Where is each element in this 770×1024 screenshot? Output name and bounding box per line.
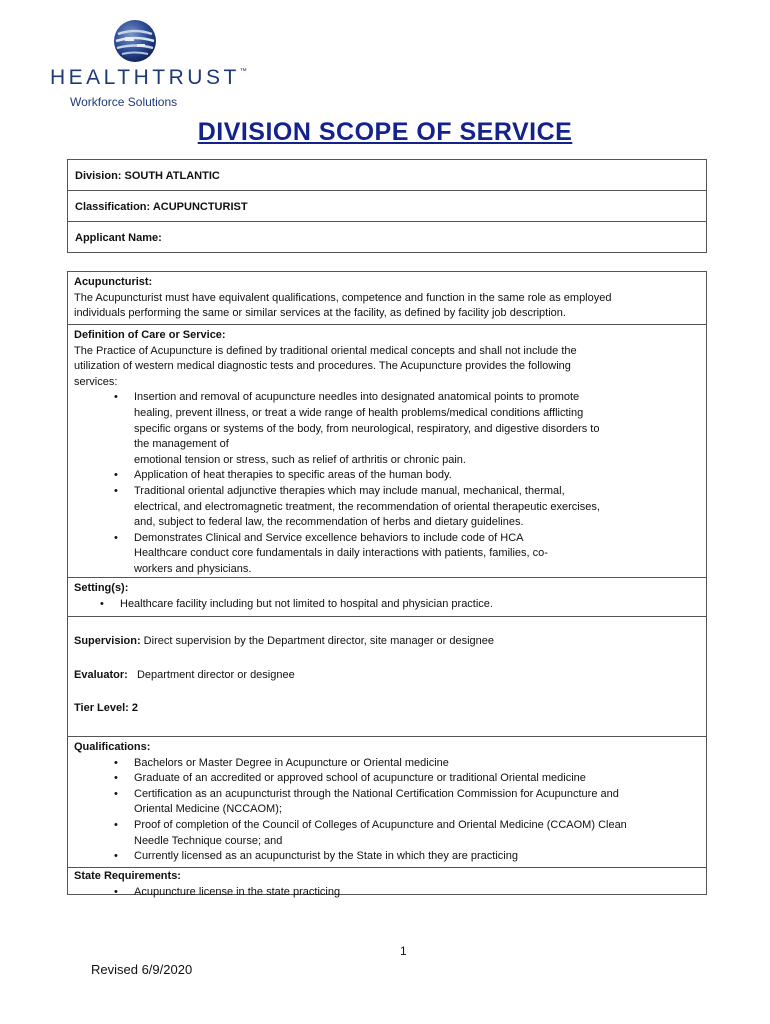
bullet-line: Application of heat therapies to specific areas of the human body. bbox=[134, 469, 452, 482]
bullet-icon: • bbox=[114, 469, 118, 482]
qualification-bullet bbox=[74, 849, 700, 865]
qualifications-heading: Qualifications: bbox=[74, 741, 151, 753]
qualification-bullet bbox=[74, 756, 700, 772]
settings-bullet bbox=[74, 597, 700, 613]
supervision-line bbox=[74, 634, 700, 650]
definition-bullet bbox=[74, 484, 700, 531]
acupuncturist-section bbox=[68, 272, 706, 325]
company-logo bbox=[48, 16, 248, 111]
bullet-line: Bachelors or Master Degree in Acupuncture or Oriental medicine bbox=[134, 756, 449, 769]
page-number: 1 bbox=[400, 944, 407, 958]
bullet-icon: • bbox=[114, 885, 118, 898]
bullet-icon: • bbox=[114, 818, 118, 831]
definition-bullet bbox=[74, 468, 700, 484]
bullet-icon: • bbox=[114, 850, 118, 863]
evaluator-label: Evaluator: bbox=[74, 668, 128, 681]
qualification-bullet bbox=[74, 771, 700, 787]
evaluator-line bbox=[74, 668, 700, 684]
scope-table bbox=[67, 271, 707, 898]
bullet-icon: • bbox=[114, 787, 118, 800]
qualification-bullet bbox=[74, 818, 700, 849]
header-table bbox=[67, 159, 707, 253]
bullet-line: specific organs or systems of the body, from neurological, respiratory, and digestive disorders to bbox=[134, 422, 600, 435]
bullet-line: healing, prevent illness, or treat a wide range of health problems/medical conditions afflicting bbox=[134, 406, 584, 419]
document-title: DIVISION SCOPE OF SERVICE bbox=[197, 118, 573, 146]
bullet-line: workers and physicians. bbox=[134, 562, 252, 575]
supervision-value: Direct supervision by the Department director, site manager or designee bbox=[140, 635, 495, 647]
state-bullet bbox=[74, 885, 700, 901]
classification-row: Classification: ACUPUNCTURIST bbox=[68, 191, 706, 222]
definition-intro-line: utilization of western medical diagnostic tests and procedures. The Acupuncture provides the following bbox=[74, 360, 571, 373]
bullet-line: Currently licensed as an acupuncturist by the State in which they are practicing bbox=[134, 850, 518, 863]
bullet-icon: • bbox=[100, 597, 104, 610]
bullet-line: electrical, and electromagnetic treatment, the recommendation of oriental therapeutic exercises, bbox=[134, 500, 600, 513]
bullet-line: Graduate of an accredited or approved school of acupuncture or traditional Oriental medicine bbox=[134, 772, 586, 785]
brand-subtitle: Workforce Solutions bbox=[70, 95, 178, 109]
tier-level: Tier Level: 2 bbox=[74, 702, 138, 715]
bullet-line: and, subject to federal law, the recommendation of herbs and dietary guidelines. bbox=[134, 516, 524, 529]
qualifications-section bbox=[68, 737, 706, 868]
brand-name: HEALTHTRUST bbox=[50, 66, 240, 89]
evaluator-value: Department director or designee bbox=[127, 668, 295, 681]
trademark-mark: ™ bbox=[239, 68, 247, 75]
bullet-icon: • bbox=[114, 531, 118, 544]
bullet-line: Oriental Medicine (NCCAOM); bbox=[134, 803, 282, 816]
bullet-line: Insertion and removal of acupuncture needles into designated anatomical points to promote bbox=[134, 391, 580, 404]
bullet-line: Proof of completion of the Council of Colleges of Acupuncture and Oriental Medicine (CCAOM) Clean bbox=[134, 818, 627, 831]
bullet-line: the management of bbox=[134, 438, 229, 451]
bullet-icon: • bbox=[114, 391, 118, 404]
definition-intro-line: services: bbox=[74, 375, 118, 388]
bullet-icon: • bbox=[114, 756, 118, 769]
settings-heading: Setting(s): bbox=[74, 582, 129, 594]
bullet-line: Healthcare facility including but not limited to hospital and physician practice. bbox=[120, 597, 493, 610]
bullet-icon: • bbox=[114, 484, 118, 497]
supervision-section bbox=[68, 617, 706, 737]
settings-section bbox=[68, 578, 706, 617]
bullet-line: Traditional oriental adjunctive therapies which may include manual, mechanical, thermal, bbox=[134, 484, 565, 497]
definition-bullet bbox=[74, 531, 700, 578]
bullet-line: Demonstrates Clinical and Service excellence behaviors to include code of HCA bbox=[134, 531, 524, 544]
bullet-line: Certification as an acupuncturist through the National Certification Commission for Acupuncture and bbox=[134, 787, 619, 800]
definition-section bbox=[68, 325, 706, 578]
division-row: Division: SOUTH ATLANTIC bbox=[68, 160, 706, 191]
bullet-line: Needle Technique course; and bbox=[134, 834, 283, 847]
bullet-line: Acupuncture license in the state practicing bbox=[134, 885, 341, 898]
bullet-icon: • bbox=[114, 772, 118, 785]
state-requirements-heading: State Requirements: bbox=[74, 870, 181, 882]
state-requirements-section bbox=[68, 868, 706, 896]
qualification-bullet bbox=[74, 787, 700, 818]
definition-intro-line: The Practice of Acupuncture is defined by traditional oriental medical concepts and shall not include the bbox=[74, 344, 577, 357]
supervision-label: Supervision: bbox=[74, 635, 141, 647]
globe-icon bbox=[112, 18, 158, 64]
acupuncturist-text-line: The Acupuncturist must have equivalent qualifications, competence and function in the same role as employed bbox=[74, 291, 612, 304]
acupuncturist-text-line: individuals performing the same or similar services at the facility, as defined by facility job description. bbox=[74, 307, 566, 320]
revised-date: Revised 6/9/2020 bbox=[91, 962, 193, 977]
applicant-name-row: Applicant Name: bbox=[75, 232, 162, 244]
bullet-line: emotional tension or stress, such as relief of arthritis or chronic pain. bbox=[134, 453, 466, 466]
definition-bullet bbox=[74, 390, 700, 468]
acupuncturist-heading: Acupuncturist: bbox=[74, 276, 153, 288]
bullet-line: Healthcare conduct core fundamentals in daily interactions with patients, families, co- bbox=[134, 547, 548, 560]
definition-heading: Definition of Care or Service: bbox=[74, 329, 226, 341]
